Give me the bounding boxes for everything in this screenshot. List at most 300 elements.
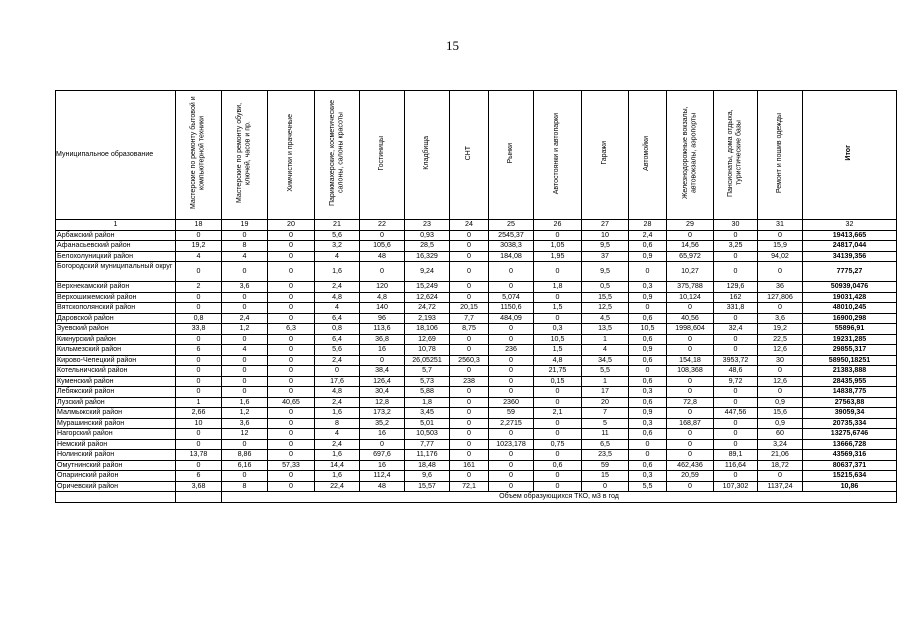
value-cell: 7,77 [405, 439, 450, 450]
value-cell: 0 [489, 366, 534, 377]
value-cell: 1,5 [534, 303, 582, 314]
column-index: 22 [360, 220, 405, 231]
value-cell: 0 [176, 429, 222, 440]
value-cell: 2,4 [222, 313, 268, 324]
value-cell: 0,9 [629, 292, 667, 303]
value-cell: 0 [176, 460, 222, 471]
value-cell: 59 [489, 408, 534, 419]
value-cell: 72,1 [450, 481, 489, 492]
value-cell: 127,806 [758, 292, 803, 303]
table-row [56, 481, 897, 492]
value-cell: 1,8 [534, 282, 582, 293]
value-cell: 0 [268, 334, 315, 345]
value-cell: 4,5 [582, 313, 629, 324]
table-row [56, 366, 897, 377]
value-cell: 1 [582, 334, 629, 345]
value-cell: 0 [222, 439, 268, 450]
value-cell: 15,6 [758, 408, 803, 419]
total-cell: 29855,317 [803, 345, 897, 356]
value-cell: 0 [629, 439, 667, 450]
value-cell: 1137,24 [758, 481, 803, 492]
value-cell: 184,08 [489, 251, 534, 262]
column-index: 23 [405, 220, 450, 231]
value-cell: 1,05 [534, 241, 582, 252]
value-cell: 13,78 [176, 450, 222, 461]
column-index: 31 [758, 220, 803, 231]
value-cell: 0 [758, 303, 803, 314]
value-cell: 0 [268, 418, 315, 429]
value-cell: 8 [315, 418, 360, 429]
value-cell: 89,1 [714, 450, 758, 461]
value-cell: 3,25 [714, 241, 758, 252]
value-cell: 0,9 [758, 418, 803, 429]
value-cell: 0 [629, 366, 667, 377]
value-cell: 697,6 [360, 450, 405, 461]
value-cell: 0 [629, 303, 667, 314]
column-index: 29 [667, 220, 714, 231]
value-cell: 0,6 [629, 376, 667, 387]
value-cell: 16 [360, 345, 405, 356]
value-cell: 10,124 [667, 292, 714, 303]
header-col-22: Гостиницы [360, 91, 405, 220]
value-cell: 0 [714, 251, 758, 262]
value-cell: 0 [450, 282, 489, 293]
total-cell: 39059,34 [803, 408, 897, 419]
footer-row [56, 492, 897, 503]
value-cell: 0,8 [176, 313, 222, 324]
column-index: 27 [582, 220, 629, 231]
value-cell: 0 [714, 334, 758, 345]
value-cell: 1150,6 [489, 303, 534, 314]
value-cell: 331,8 [714, 303, 758, 314]
value-cell: 0,75 [534, 439, 582, 450]
table-row [56, 460, 897, 471]
value-cell: 0 [268, 450, 315, 461]
value-cell: 0,6 [629, 313, 667, 324]
total-cell: 16900,298 [803, 313, 897, 324]
value-cell: 0 [489, 450, 534, 461]
value-cell: 0 [450, 450, 489, 461]
value-cell: 0 [268, 471, 315, 482]
value-cell: 129,6 [714, 282, 758, 293]
value-cell: 30 [758, 355, 803, 366]
value-cell: 0,9 [629, 408, 667, 419]
column-index: 32 [803, 220, 897, 231]
value-cell: 8,86 [222, 450, 268, 461]
table-row [56, 334, 897, 345]
value-cell: 12,6 [758, 376, 803, 387]
column-index: 21 [315, 220, 360, 231]
table-row [56, 397, 897, 408]
municipality-name: Богородский муниципальный округ [56, 262, 176, 282]
value-cell: 36,8 [360, 334, 405, 345]
municipality-name: Омутнинский район [56, 460, 176, 471]
header-col-19: Мастерские по ремонту обуви, ключей, часов и пр. [222, 91, 268, 220]
value-cell: 0 [268, 292, 315, 303]
municipality-name: Кильмезский район [56, 345, 176, 356]
value-cell: 0 [534, 313, 582, 324]
value-cell: 8 [222, 241, 268, 252]
value-cell: 0 [450, 397, 489, 408]
total-cell: 24817,044 [803, 241, 897, 252]
value-cell: 36 [758, 282, 803, 293]
value-cell: 238 [450, 376, 489, 387]
value-cell: 10,503 [405, 429, 450, 440]
value-cell: 21,75 [534, 366, 582, 377]
header-col-29: Железнодорожные вокзалы, автовокзалы, аэропорты [667, 91, 714, 220]
value-cell: 15 [582, 471, 629, 482]
total-cell: 19413,665 [803, 230, 897, 241]
value-cell: 107,302 [714, 481, 758, 492]
value-cell: 0 [360, 230, 405, 241]
value-cell: 0 [268, 439, 315, 450]
table-row [56, 355, 897, 366]
value-cell: 0 [714, 471, 758, 482]
value-cell: 3,6 [222, 282, 268, 293]
value-cell: 9,72 [714, 376, 758, 387]
value-cell: 23,5 [582, 450, 629, 461]
table-row [56, 251, 897, 262]
value-cell: 7,7 [450, 313, 489, 324]
total-cell: 34139,356 [803, 251, 897, 262]
value-cell: 3,2 [315, 241, 360, 252]
value-cell: 105,6 [360, 241, 405, 252]
value-cell: 0 [667, 429, 714, 440]
value-cell: 1 [582, 376, 629, 387]
value-cell: 6,4 [315, 334, 360, 345]
value-cell: 0 [450, 345, 489, 356]
value-cell: 0 [489, 334, 534, 345]
value-cell: 236 [489, 345, 534, 356]
value-cell: 33,8 [176, 324, 222, 335]
value-cell: 0 [667, 481, 714, 492]
value-cell: 35,2 [360, 418, 405, 429]
municipality-name: Нолинский район [56, 450, 176, 461]
value-cell: 6,16 [222, 460, 268, 471]
municipality-name: Лузский район [56, 397, 176, 408]
value-cell: 0 [222, 292, 268, 303]
value-cell: 40,56 [667, 313, 714, 324]
value-cell: 0 [667, 345, 714, 356]
value-cell: 0 [534, 262, 582, 282]
municipality-name: Куменский район [56, 376, 176, 387]
header-col-20: Химчистки и прачечные [268, 91, 315, 220]
value-cell: 9,5 [582, 241, 629, 252]
column-index: 26 [534, 220, 582, 231]
value-cell: 4,8 [315, 292, 360, 303]
value-cell: 0 [176, 376, 222, 387]
table-row [56, 282, 897, 293]
value-cell: 0 [714, 387, 758, 398]
value-cell: 0 [489, 324, 534, 335]
value-cell: 1,6 [315, 408, 360, 419]
value-cell: 0 [268, 355, 315, 366]
table-row [56, 262, 897, 282]
column-index-row [56, 220, 897, 231]
value-cell: 5,6 [315, 345, 360, 356]
value-cell: 113,6 [360, 324, 405, 335]
column-index: 18 [176, 220, 222, 231]
value-cell: 12,8 [360, 397, 405, 408]
value-cell: 0 [222, 230, 268, 241]
value-cell: 1,6 [222, 397, 268, 408]
value-cell: 2,2715 [489, 418, 534, 429]
total-cell: 58950,18251 [803, 355, 897, 366]
municipality-name: Нагорский район [56, 429, 176, 440]
header-col-27: Гаражи [582, 91, 629, 220]
value-cell: 0 [450, 418, 489, 429]
value-cell: 0 [268, 262, 315, 282]
value-cell: 12,5 [582, 303, 629, 314]
table-row [56, 387, 897, 398]
value-cell: 0,8 [315, 324, 360, 335]
value-cell: 116,64 [714, 460, 758, 471]
value-cell: 12 [222, 429, 268, 440]
header-col-18: Мастерские по ремонту бытовой и компьютерной техники [176, 91, 222, 220]
value-cell: 1,5 [534, 345, 582, 356]
footer-empty-cell [176, 492, 222, 503]
value-cell: 173,2 [360, 408, 405, 419]
value-cell: 4 [315, 429, 360, 440]
value-cell: 0 [450, 334, 489, 345]
value-cell: 2,4 [315, 355, 360, 366]
value-cell: 0 [450, 230, 489, 241]
value-cell: 16,329 [405, 251, 450, 262]
value-cell: 2,4 [315, 282, 360, 293]
value-cell: 3,6 [758, 313, 803, 324]
value-cell: 0 [268, 251, 315, 262]
table-row [56, 345, 897, 356]
value-cell: 0 [450, 366, 489, 377]
value-cell: 0 [176, 355, 222, 366]
value-cell: 0,6 [629, 397, 667, 408]
value-cell: 17 [582, 387, 629, 398]
value-cell: 0 [315, 366, 360, 377]
table-row [56, 241, 897, 252]
total-cell: 13275,6746 [803, 429, 897, 440]
value-cell: 4 [222, 345, 268, 356]
value-cell: 1023,178 [489, 439, 534, 450]
value-cell: 462,436 [667, 460, 714, 471]
value-cell: 112,4 [360, 471, 405, 482]
value-cell: 0 [534, 450, 582, 461]
value-cell: 16 [360, 429, 405, 440]
header-col-32: Итог [803, 91, 897, 220]
value-cell: 15,9 [758, 241, 803, 252]
header-row [56, 91, 897, 220]
value-cell: 0 [489, 429, 534, 440]
value-cell: 32,4 [714, 324, 758, 335]
value-cell: 0,93 [405, 230, 450, 241]
value-cell: 0 [534, 418, 582, 429]
value-cell: 0 [758, 230, 803, 241]
value-cell: 4 [222, 251, 268, 262]
value-cell: 38,4 [360, 366, 405, 377]
value-cell: 0 [534, 429, 582, 440]
value-cell: 0 [667, 450, 714, 461]
value-cell: 0,9 [758, 397, 803, 408]
value-cell: 0 [450, 241, 489, 252]
table-row [56, 313, 897, 324]
value-cell: 8 [222, 481, 268, 492]
value-cell: 11 [582, 429, 629, 440]
value-cell: 0 [222, 355, 268, 366]
municipality-name: Кирово-Чепецкий район [56, 355, 176, 366]
value-cell: 5,73 [405, 376, 450, 387]
value-cell: 9,5 [582, 262, 629, 282]
total-cell: 48010,245 [803, 303, 897, 314]
value-cell: 0 [714, 418, 758, 429]
value-cell: 0,9 [629, 345, 667, 356]
table-row [56, 450, 897, 461]
value-cell: 5,5 [582, 366, 629, 377]
value-cell: 0 [222, 334, 268, 345]
value-cell: 4,8 [315, 387, 360, 398]
value-cell: 0 [222, 262, 268, 282]
total-cell: 14838,775 [803, 387, 897, 398]
total-cell: 28435,955 [803, 376, 897, 387]
value-cell: 0 [667, 408, 714, 419]
value-cell: 0,3 [629, 418, 667, 429]
value-cell: 0 [268, 408, 315, 419]
table-row [56, 376, 897, 387]
value-cell: 0 [176, 262, 222, 282]
header-col-24: СНТ [450, 91, 489, 220]
value-cell: 57,33 [268, 460, 315, 471]
value-cell: 3,68 [176, 481, 222, 492]
value-cell: 1,6 [315, 450, 360, 461]
value-cell: 0 [176, 366, 222, 377]
table-row [56, 408, 897, 419]
value-cell: 10 [582, 230, 629, 241]
municipality-name: Оричевский район [56, 481, 176, 492]
value-cell: 5,6 [315, 230, 360, 241]
value-cell: 28,5 [405, 241, 450, 252]
value-cell: 120 [360, 282, 405, 293]
value-cell: 0 [758, 366, 803, 377]
value-cell: 126,4 [360, 376, 405, 387]
value-cell: 0 [268, 429, 315, 440]
value-cell: 0,6 [629, 334, 667, 345]
value-cell: 3,45 [405, 408, 450, 419]
value-cell: 108,368 [667, 366, 714, 377]
value-cell: 0 [714, 262, 758, 282]
value-cell: 0 [176, 303, 222, 314]
value-cell: 0 [450, 292, 489, 303]
value-cell: 447,56 [714, 408, 758, 419]
value-cell: 48 [360, 481, 405, 492]
value-cell: 0 [534, 481, 582, 492]
value-cell: 0 [450, 439, 489, 450]
value-cell: 0 [714, 397, 758, 408]
column-index: 25 [489, 220, 534, 231]
value-cell: 2560,3 [450, 355, 489, 366]
value-cell: 0 [450, 262, 489, 282]
value-cell: 16 [360, 460, 405, 471]
value-cell: 13,5 [582, 324, 629, 335]
header-col-21: Парикмахерские, косметические салоны, салоны красоты [315, 91, 360, 220]
value-cell: 4 [582, 345, 629, 356]
value-cell: 15,249 [405, 282, 450, 293]
value-cell: 375,788 [667, 282, 714, 293]
value-cell: 0 [582, 481, 629, 492]
value-cell: 30,4 [360, 387, 405, 398]
value-cell: 12,624 [405, 292, 450, 303]
header-col-28: Автомойки [629, 91, 667, 220]
value-cell: 0 [450, 251, 489, 262]
value-cell: 0 [222, 303, 268, 314]
value-cell: 2,4 [315, 397, 360, 408]
value-cell: 0 [268, 241, 315, 252]
total-cell: 7775,27 [803, 262, 897, 282]
value-cell: 9,6 [405, 471, 450, 482]
value-cell: 0,3 [629, 282, 667, 293]
value-cell: 0 [450, 408, 489, 419]
total-cell: 43569,316 [803, 450, 897, 461]
value-cell: 168,87 [667, 418, 714, 429]
value-cell: 0 [450, 387, 489, 398]
value-cell: 37 [582, 251, 629, 262]
value-cell: 48,6 [714, 366, 758, 377]
total-cell: 27563,88 [803, 397, 897, 408]
table-row [56, 471, 897, 482]
value-cell: 0 [176, 334, 222, 345]
value-cell: 2545,37 [489, 230, 534, 241]
value-cell: 2,4 [629, 230, 667, 241]
value-cell: 0 [450, 471, 489, 482]
value-cell: 40,65 [268, 397, 315, 408]
value-cell: 5,5 [629, 481, 667, 492]
municipality-name: Белохолуницкий район [56, 251, 176, 262]
value-cell: 0,3 [534, 324, 582, 335]
value-cell: 14,56 [667, 241, 714, 252]
municipality-name: Лебяжский район [56, 387, 176, 398]
value-cell: 5 [582, 418, 629, 429]
value-cell: 8,75 [450, 324, 489, 335]
value-cell: 0 [534, 471, 582, 482]
value-cell: 0 [714, 345, 758, 356]
total-cell: 21383,888 [803, 366, 897, 377]
value-cell: 1,6 [315, 262, 360, 282]
municipality-name: Немский район [56, 439, 176, 450]
value-cell: 10,5 [629, 324, 667, 335]
value-cell: 22,5 [758, 334, 803, 345]
value-cell: 0 [222, 376, 268, 387]
value-cell: 0 [360, 262, 405, 282]
value-cell: 1,2 [222, 408, 268, 419]
value-cell: 26,05251 [405, 355, 450, 366]
value-cell: 0 [489, 376, 534, 387]
value-cell: 5,7 [405, 366, 450, 377]
value-cell: 20 [582, 397, 629, 408]
value-cell: 0 [268, 366, 315, 377]
value-cell: 0 [176, 387, 222, 398]
value-cell: 12,6 [758, 345, 803, 356]
value-cell: 1,2 [222, 324, 268, 335]
value-cell: 0 [758, 387, 803, 398]
value-cell: 5,01 [405, 418, 450, 429]
value-cell: 0,3 [629, 471, 667, 482]
municipality-name: Кикнурский район [56, 334, 176, 345]
value-cell: 0,6 [629, 241, 667, 252]
total-cell: 50939,0476 [803, 282, 897, 293]
value-cell: 14,4 [315, 460, 360, 471]
value-cell: 0 [667, 303, 714, 314]
value-cell: 0,15 [534, 376, 582, 387]
value-cell: 0 [360, 439, 405, 450]
column-index: 30 [714, 220, 758, 231]
value-cell: 20,59 [667, 471, 714, 482]
